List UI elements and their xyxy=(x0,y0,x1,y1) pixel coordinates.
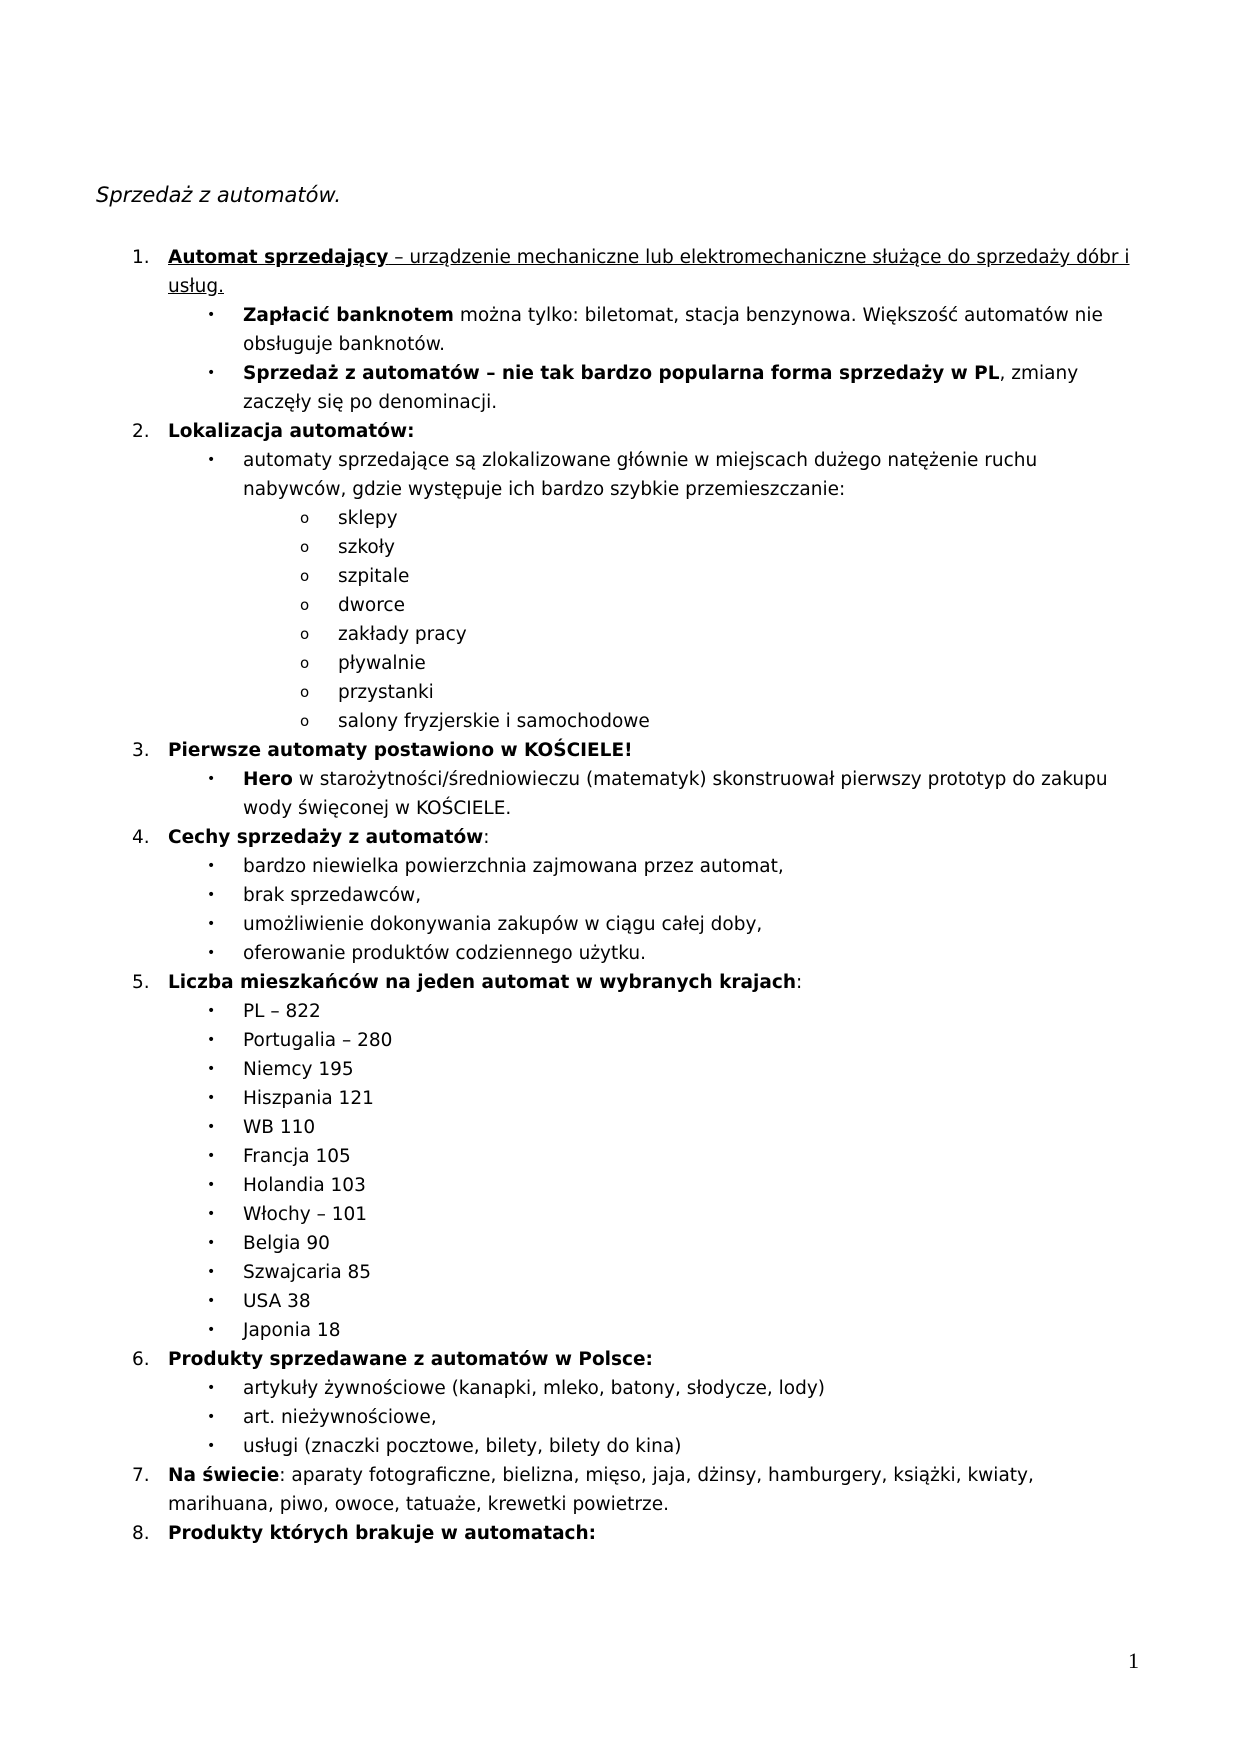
bullet-item xyxy=(0,997,1240,1026)
item-text xyxy=(168,968,1138,997)
bullet-item xyxy=(0,1403,1240,1432)
bullet-list xyxy=(0,1374,1240,1461)
bullet-text: oferowanie produktów codziennego użytku. xyxy=(243,943,646,964)
bullet-text: usługi (znaczki pocztowe, bilety, bilety do kina) xyxy=(243,1436,682,1457)
bullet-bold: Sprzedaż z automatów – nie tak bardzo popularna forma sprzedaży w PL xyxy=(243,363,1000,384)
circle-bullet-icon: o xyxy=(300,596,310,614)
bullet-item xyxy=(0,1142,1240,1171)
bullet-icon: • xyxy=(207,1177,216,1193)
bullet-icon: • xyxy=(207,1235,216,1251)
item-text xyxy=(168,1461,1138,1519)
sub-list-text: salony fryzjerskie i samochodowe xyxy=(338,711,650,732)
item-heading: Na świecie xyxy=(168,1465,280,1486)
circle-bullet-icon: o xyxy=(300,538,310,556)
list-item-8 xyxy=(0,1519,1240,1548)
item-heading: Automat sprzedający xyxy=(168,247,389,268)
item-heading: Pierwsze automaty postawiono w KOŚCIELE! xyxy=(168,740,633,761)
item-number: 8. xyxy=(132,1523,150,1544)
sub-list-text: zakłady pracy xyxy=(338,624,467,645)
bullet-text: umożliwienie dokonywania zakupów w ciągu całej doby, xyxy=(243,914,763,935)
bullet-text: bardzo niewielka powierzchnia zajmowana przez automat, xyxy=(243,856,784,877)
list-item-7 xyxy=(0,1461,1240,1519)
bullet-text: Portugalia – 280 xyxy=(243,1030,393,1051)
bullet-text: Włochy – 101 xyxy=(243,1204,368,1225)
bullet-icon: • xyxy=(207,1090,216,1106)
bullet-icon: • xyxy=(207,1003,216,1019)
bullet-icon: • xyxy=(207,771,216,787)
bullet-item xyxy=(0,1432,1240,1461)
bullet-text: brak sprzedawców, xyxy=(243,885,422,906)
list-item-5 xyxy=(0,968,1240,997)
sub-list-item xyxy=(0,649,1240,678)
sub-list-item xyxy=(0,533,1240,562)
bullet-text: Francja 105 xyxy=(243,1146,351,1167)
sub-list-text: przystanki xyxy=(338,682,434,703)
item-rest: : xyxy=(483,827,490,848)
sub-list-text: dworce xyxy=(338,595,405,616)
bullet-icon: • xyxy=(207,1032,216,1048)
item-text xyxy=(168,736,1138,765)
list-item-3 xyxy=(0,736,1240,765)
list-item-4 xyxy=(0,823,1240,852)
sub-list-item xyxy=(0,504,1240,533)
circle-bullet-icon: o xyxy=(300,683,310,701)
bullet-item xyxy=(0,1200,1240,1229)
bullet-icon: • xyxy=(207,1293,216,1309)
item-heading: Produkty których brakuje w automatach: xyxy=(168,1523,597,1544)
bullet-item xyxy=(0,765,1240,823)
bullet-item xyxy=(0,881,1240,910)
bullet-item xyxy=(0,301,1240,359)
bullet-icon: • xyxy=(207,1119,216,1135)
bullet-text: Hiszpania 121 xyxy=(243,1088,374,1109)
bullet-icon: • xyxy=(207,1264,216,1280)
bullet-item xyxy=(0,1316,1240,1345)
bullet-icon: • xyxy=(207,858,216,874)
bullet-rest: można tylko: biletomat, stacja benzynowa. Większość automatów nie obsługuje banknotów. xyxy=(243,305,1103,355)
bullet-item xyxy=(0,446,1240,504)
sub-list-item xyxy=(0,620,1240,649)
item-number: 4. xyxy=(132,827,150,848)
bullet-icon: • xyxy=(207,945,216,961)
sub-list-text: szpitale xyxy=(338,566,410,587)
bullet-item xyxy=(0,939,1240,968)
item-number: 5. xyxy=(132,972,150,993)
bullet-list xyxy=(0,997,1240,1345)
bullet-item xyxy=(0,1229,1240,1258)
bullet-text: art. nieżywnościowe, xyxy=(243,1407,437,1428)
circle-bullet-icon: o xyxy=(300,509,310,527)
bullet-text xyxy=(243,765,1143,823)
list-item-1 xyxy=(0,243,1240,301)
bullet-text: Szwajcaria 85 xyxy=(243,1262,372,1283)
item-heading: Cechy sprzedaży z automatów xyxy=(168,827,484,848)
bullet-text: Japonia 18 xyxy=(243,1320,341,1341)
item-text xyxy=(168,417,1138,446)
item-text xyxy=(168,1345,1138,1374)
item-heading: Liczba mieszkańców na jeden automat w wybranych krajach xyxy=(168,972,796,993)
bullet-item xyxy=(0,1084,1240,1113)
bullet-item xyxy=(0,1258,1240,1287)
bullet-icon: • xyxy=(207,1380,216,1396)
sub-list-item xyxy=(0,562,1240,591)
bullet-bold: Hero xyxy=(243,769,293,790)
bullet-rest: , zmiany zaczęły się po denominacji. xyxy=(243,363,1079,413)
list-item-2 xyxy=(0,417,1240,446)
list-item-6 xyxy=(0,1345,1240,1374)
item-rest: : aparaty fotograficzne, bielizna, mięso, jaja, dżinsy, hamburgery, książki, kwiaty, marihuana, piwo, owoce, tatuaże, krewetki powietrze. xyxy=(168,1465,1034,1515)
circle-bullet-icon: o xyxy=(300,567,310,585)
bullet-item xyxy=(0,1113,1240,1142)
item-rest: : xyxy=(407,421,415,442)
bullet-text: WB 110 xyxy=(243,1117,316,1138)
circle-bullet-icon: o xyxy=(300,712,310,730)
sub-list-item xyxy=(0,678,1240,707)
sub-list-text: pływalnie xyxy=(338,653,426,674)
item-rest: : xyxy=(796,972,803,993)
bullet-text xyxy=(243,359,1143,417)
circle-bullet-icon: o xyxy=(300,625,310,643)
item-number: 6. xyxy=(132,1349,150,1370)
bullet-text: Belgia 90 xyxy=(243,1233,330,1254)
bullet-icon: • xyxy=(207,1409,216,1425)
item-number: 2. xyxy=(132,421,150,442)
bullet-icon: • xyxy=(207,916,216,932)
sub-list xyxy=(0,504,1240,736)
bullet-item xyxy=(0,1171,1240,1200)
bullet-text xyxy=(243,301,1143,359)
bullet-icon: • xyxy=(207,307,216,323)
page-title: Sprzedaż z automatów. xyxy=(96,183,342,207)
bullet-item xyxy=(0,359,1240,417)
bullet-icon: • xyxy=(207,1438,216,1454)
bullet-list xyxy=(0,852,1240,968)
bullet-icon: • xyxy=(207,1061,216,1077)
circle-bullet-icon: o xyxy=(300,654,310,672)
item-heading: Produkty sprzedawane z automatów w Polsce: xyxy=(168,1349,653,1370)
bullet-icon: • xyxy=(207,1148,216,1164)
bullet-item xyxy=(0,910,1240,939)
bullet-item xyxy=(0,1055,1240,1084)
bullet-icon: • xyxy=(207,887,216,903)
bullet-icon: • xyxy=(207,452,216,468)
sub-list-item xyxy=(0,591,1240,620)
sub-list-text: szkoły xyxy=(338,537,395,558)
bullet-text: Holandia 103 xyxy=(243,1175,366,1196)
bullet-text: PL – 822 xyxy=(243,1001,321,1022)
item-rest: – urządzenie mechaniczne lub elektromechaniczne służące do sprzedaży dóbr i usług. xyxy=(168,247,1130,297)
bullet-text: USA 38 xyxy=(243,1291,311,1312)
item-heading: Lokalizacja automatów xyxy=(168,421,408,442)
bullet-text: artykuły żywnościowe (kanapki, mleko, batony, słodycze, lody) xyxy=(243,1378,826,1399)
bullet-item xyxy=(0,1026,1240,1055)
item-text xyxy=(168,1519,1138,1548)
item-number: 7. xyxy=(132,1465,150,1486)
page-number: 1 xyxy=(1128,1648,1139,1673)
sub-list-text: sklepy xyxy=(338,508,398,529)
bullet-item xyxy=(0,1374,1240,1403)
bullet-bold: Zapłacić banknotem xyxy=(243,305,454,326)
bullet-icon: • xyxy=(207,1206,216,1222)
item-number: 1. xyxy=(132,247,150,268)
bullet-text: automaty sprzedające są zlokalizowane głównie w miejscach dużego natężenie ruchu nabywców, gdzie występuje ich bardzo szybkie przemieszczanie: xyxy=(243,450,1038,500)
item-text xyxy=(168,823,1138,852)
bullet-rest: w starożytności/średniowieczu (matematyk) skonstruował pierwszy prototyp do zakupu wody święconej w KOŚCIELE. xyxy=(243,769,1108,819)
item-text xyxy=(168,243,1138,301)
bullet-item xyxy=(0,852,1240,881)
document-body xyxy=(0,243,1240,1548)
bullet-item xyxy=(0,1287,1240,1316)
bullet-text: Niemcy 195 xyxy=(243,1059,354,1080)
bullet-icon: • xyxy=(207,365,216,381)
sub-list-item xyxy=(0,707,1240,736)
item-number: 3. xyxy=(132,740,150,761)
bullet-icon: • xyxy=(207,1322,216,1338)
